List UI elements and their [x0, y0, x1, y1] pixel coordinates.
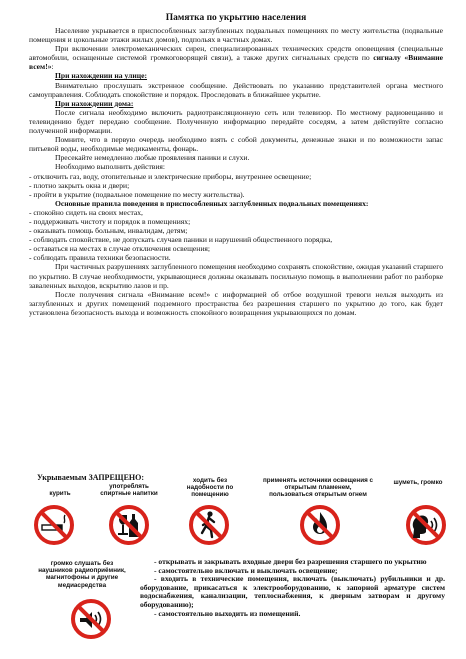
no-radio-icon	[70, 598, 112, 640]
rule-item: - оставаться на местах в случае отключения освещения;	[29, 244, 211, 254]
no-smoking-icon	[33, 504, 75, 546]
forbidden-item: - самостоятельно выходить из помещений.	[154, 608, 301, 618]
no-open-flame-icon	[299, 504, 341, 546]
memo-title: Памятка по укрытию населения	[165, 13, 307, 23]
home-text-2: Помните, что в первую очередь необходимо взять с собой документы, денежные знаки и по возможности запас питьевой воды, необходимые медикаменты, фонарь.	[29, 135, 443, 154]
no-noise-icon	[405, 504, 447, 546]
memo-body	[29, 13, 443, 317]
intro-paragraph: Население укрывается в приспособленных заглубленных подвальных помещениях по месту жительства (подвальные помещения и цокольные этажи жилых домов), подпольях в частных домах.	[29, 26, 443, 45]
rule-item: - соблюдать правила техники безопасности.	[29, 253, 171, 263]
signal-lead: При включении электромеханических сирен, специализированных технических средств оповещения (специальные автомобили, оснащенные системой громкоговорящей связи), а также других сигнальных средств по	[29, 44, 443, 63]
label-radio: громко слушать без наушников радиоприёмник, магнитофоны и другие медиасредства	[38, 560, 126, 589]
forbidden-rules	[140, 558, 445, 618]
action-item: - пройти в укрытие (подвальное помещение по месту жительства).	[29, 189, 245, 199]
home-text-3: Пресекайте немедленно любые проявления паники и слухи.	[55, 153, 250, 163]
rule-item: - оказывать помощь больным, инвалидам, детям;	[29, 226, 188, 236]
signal-name: сигналу «Внимание всем!»	[29, 53, 443, 72]
label-walking: ходить без надобности по помещению	[186, 477, 234, 498]
home-heading: При нахождении дома:	[55, 98, 134, 108]
action-item: - отключить газ, воду, отопительные и электрические приборы, внутреннее освещение;	[29, 171, 312, 181]
after-paragraph: После получения сигнала «Внимание всем!» с информацией об отбое воздушной тревоги нельзя выходить из заглубленных и других помещений подземного пространства без разрешения старшего по укрытию до того, как будет установлена безопасность выхода и возможность спокойного возвращения укрывающихся по домам.	[29, 289, 443, 317]
signal-tail: :	[51, 62, 54, 72]
action-item: - плотно закрыть окна и двери;	[29, 180, 130, 190]
label-smoking: курить	[49, 490, 71, 497]
rule-item: - соблюдать спокойствие, не допускать случаев паники и нарушений общественного порядка,	[29, 235, 333, 245]
street-heading: При нахождении на улице:	[55, 71, 148, 81]
forbidden-title: Укрываемым ЗАПРЕЩЕНО:	[37, 473, 145, 482]
label-noise: шуметь, громко	[393, 479, 443, 486]
home-text-1: После сигнала необходимо включить радиотрансляционную сеть или телевизор. По местному радиовещанию и телевидению будет передано сообщение. Полученную информацию передайте соседям, а затем действуйте согласно полученной информации.	[29, 107, 443, 136]
street-text: Внимательно прослушать экстренное сообщение. Действовать по указанию представителей органа местного самоуправления. Соблюдать спокойствие и порядок. Проследовать в ближайшее укрытие.	[29, 80, 443, 99]
rule-item: - поддерживать чистоту и порядок в помещениях;	[29, 216, 191, 226]
forbidden-item: - открывать и закрывать входные двери без разрешения старшего по укрытию	[154, 557, 427, 566]
label-open-flame: применять источники освещения с открытым пламенем, пользоваться открытым огнем	[263, 477, 373, 498]
home-text-4: Необходимо выполнить действия:	[55, 162, 166, 172]
no-walking-icon	[188, 504, 230, 546]
forbidden-item: - входить в технические помещения, включать (выключать) рубильники и др. оборудование, прикасаться к электрооборудованию, к запорной арматуре систем водоснабжения, канализации, теплоснабжения, к дверным затворам и другому оборудованию);	[140, 574, 445, 609]
no-alcohol-icon	[108, 504, 150, 546]
label-alcohol: употреблять спиртные напитки	[100, 483, 158, 497]
signal-paragraph	[29, 44, 443, 71]
damage-paragraph: При частичных разрушениях заглубленного помещения необходимо сохранять спокойствие, ожидая указаний старшего по укрытию. В случае необходимости, укрывающиеся должны оказывать посильную помощь в выполнении работ по разборке заваленных выходов, вскрытию лазов и пр.	[29, 262, 443, 290]
rule-item: - спокойно сидеть на своих местах,	[29, 207, 143, 217]
rules-heading: Основные правила поведения в приспособленных заглубленных подвальных помещениях:	[55, 198, 369, 208]
forbidden-item: - самостоятельно включать и выключать освещение;	[154, 565, 338, 575]
